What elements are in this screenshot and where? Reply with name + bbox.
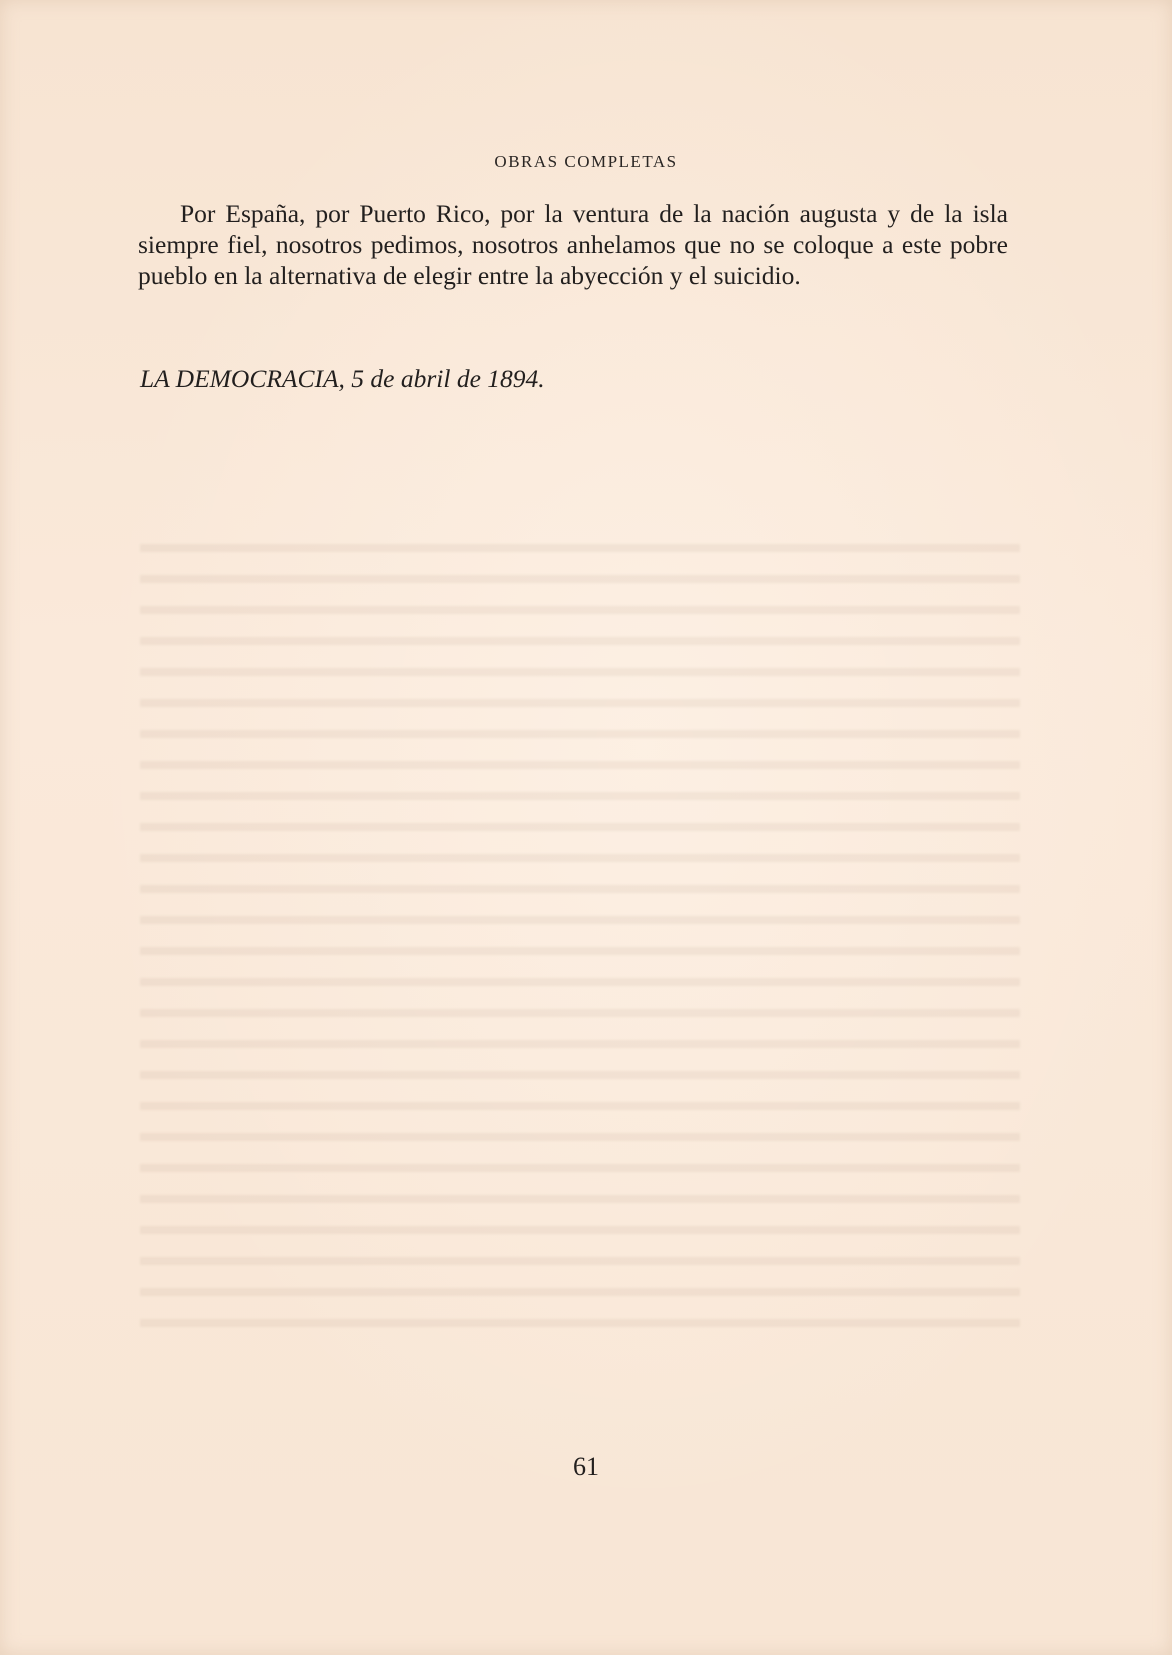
source-citation: LA DEMOCRACIA, 5 de abril de 1894. <box>140 364 545 393</box>
page-number: 61 <box>573 1452 599 1481</box>
show-through-text <box>140 530 1020 1330</box>
running-head: OBRAS COMPLETAS <box>494 152 678 171</box>
body-paragraph: Por España, por Puerto Rico, por la ventura de la nación augusta y de la isla siempre fiel, nosotros pedimos, nosotros anhelamos que no se coloque a este pobre pueblo en la alternativa de elegir entre la abyección y el suicidio. <box>138 199 1008 290</box>
